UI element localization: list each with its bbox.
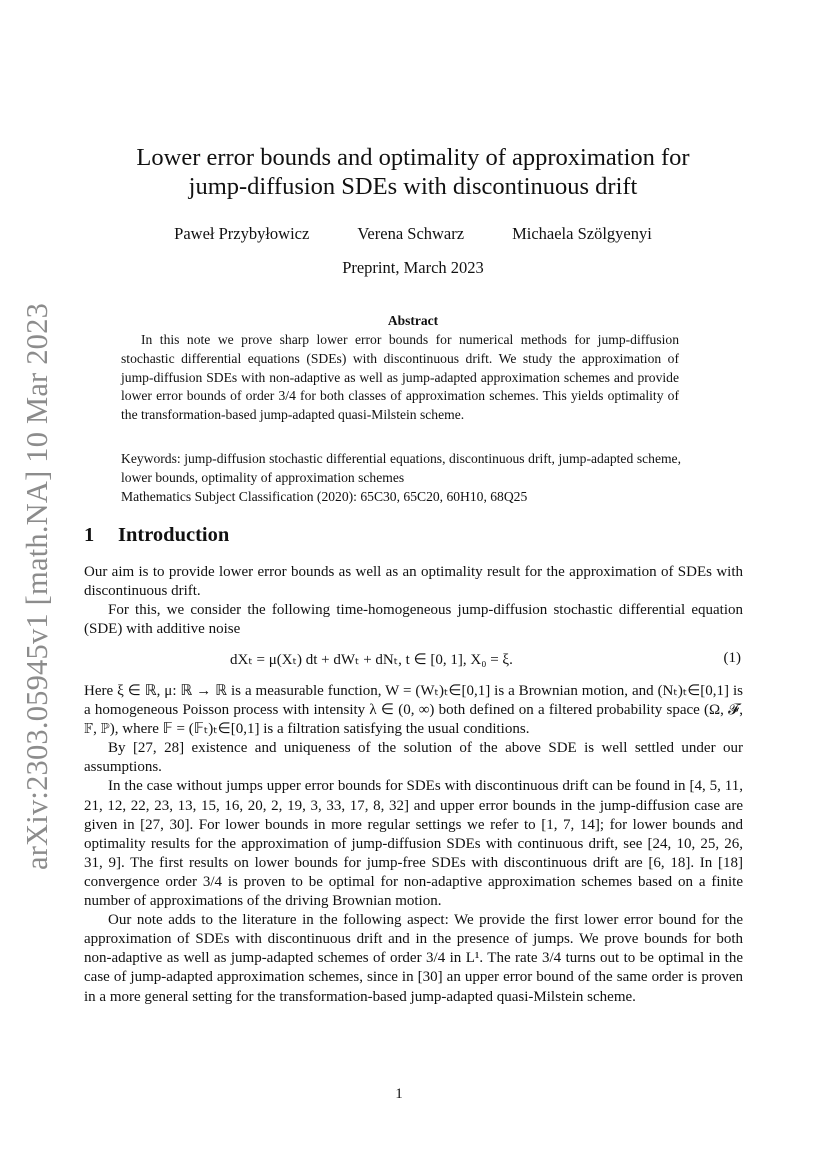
paragraph: Here ξ ∈ ℝ, μ: ℝ → ℝ is a measurable function, W = (Wₜ)ₜ∈[0,1] is a Brownian motion, and (Nₜ)ₜ∈[0,1] is a homogeneous Poisson process with intensity λ ∈ (0, ∞) both defined on a filtered probability space (Ω, 𝓕, 𝔽, ℙ), where 𝔽 = (𝔽ₜ)ₜ∈[0,1] is a filtration satisfying the usual conditions. <box>84 683 743 738</box>
msc-classification: Mathematics Subject Classification (2020): 65C30, 65C20, 60H10, 68Q25 <box>121 488 528 504</box>
title-line-2: jump-diffusion SDEs with discontinuous drift <box>188 173 638 200</box>
author: Verena Schwarz <box>357 224 465 243</box>
equation-number: (1) <box>723 650 741 666</box>
page-number: 1 <box>395 1086 403 1102</box>
abstract-heading: Abstract <box>387 313 439 328</box>
paragraph: For this, we consider the following time-homogeneous jump-diffusion stochastic differential equation (SDE) with additive noise <box>84 602 743 638</box>
keywords: Keywords: jump-diffusion stochastic differential equations, discontinuous drift, jump-adapted scheme, lower bounds, optimality of approximation schemes <box>121 451 681 485</box>
title-line-1: Lower error bounds and optimality of approximation for <box>136 144 690 171</box>
equation-expression: dXₜ = μ(Xₜ) dt + dWₜ + dNₜ, t ∈ [0, 1], X₀ = ξ. <box>230 652 513 668</box>
paper-title <box>80 143 746 201</box>
section-title: Introduction <box>118 524 230 546</box>
paragraph: Our aim is to provide lower error bounds as well as an optimality result for the approximation of SDEs with discontinuous drift. <box>84 564 743 600</box>
publication-date: Preprint, March 2023 <box>342 258 484 277</box>
paragraph: In the case without jumps upper error bounds for SDEs with discontinuous drift can be found in [4, 5, 11, 21, 12, 22, 23, 13, 15, 16, 20, 2, 19, 3, 33, 17, 8, 32] and upper error bounds in the jump-diffusion case are given in [27, 30]. For lower bounds in more regular settings we refer to [1, 7, 14]; for lower bounds and optimality results for the approximation of jump-diffusion SDEs with continuous drift, see [24, 10, 25, 26, 31, 9]. The first results on lower bounds for jump-free SDEs with discontinuous drift are [6, 18]. In [18] convergence order 3/4 is proven to be optimal for non-adaptive approximation schemes based on a finite number of approximations of the driving Brownian motion. <box>84 778 743 910</box>
paragraph: Our note adds to the literature in the following aspect: We provide the first lower error bound for the approximation of SDEs with discontinuous drift and in the presence of jumps. We prove bounds for both non-adaptive as well as jump-adapted schemes of order 3/4 in L¹. The rate 3/4 turns out to be optimal in the case of jump-adapted approximation schemes, since in [30] an upper error bound of the same order is proven in a more general setting for the transformation-based jump-adapted quasi-Milstein scheme. <box>84 912 743 1005</box>
paragraph: By [27, 28] existence and uniqueness of the solution of the above SDE is well settled under our assumptions. <box>84 740 743 776</box>
abstract-body: In this note we prove sharp lower error bounds for numerical methods for jump-diffusion stochastic differential equations (SDEs) with discontinuous drift. We study the approximation of jump-diffusion SDEs with non-adaptive as well as jump-adapted approximation schemes and provide lower error bounds of order 3/4 for both classes of approximation schemes. This yields optimality of the transformation-based jump-adapted quasi-Milstein scheme. <box>121 332 679 423</box>
section-heading-introduction <box>84 524 484 547</box>
author: Michaela Szölgyenyi <box>512 224 652 243</box>
intro-paragraphs-top <box>84 563 743 639</box>
section-number: 1 <box>84 524 95 546</box>
arxiv-identifier: arXiv:2303.05945v1 [math.NA] 10 Mar 2023 <box>20 302 55 870</box>
author: Paweł Przybyłowicz <box>174 224 310 243</box>
arxiv-stamp <box>18 302 58 870</box>
equation-1 <box>84 650 743 672</box>
author-list <box>80 224 746 244</box>
intro-paragraphs-bottom <box>84 682 743 1007</box>
